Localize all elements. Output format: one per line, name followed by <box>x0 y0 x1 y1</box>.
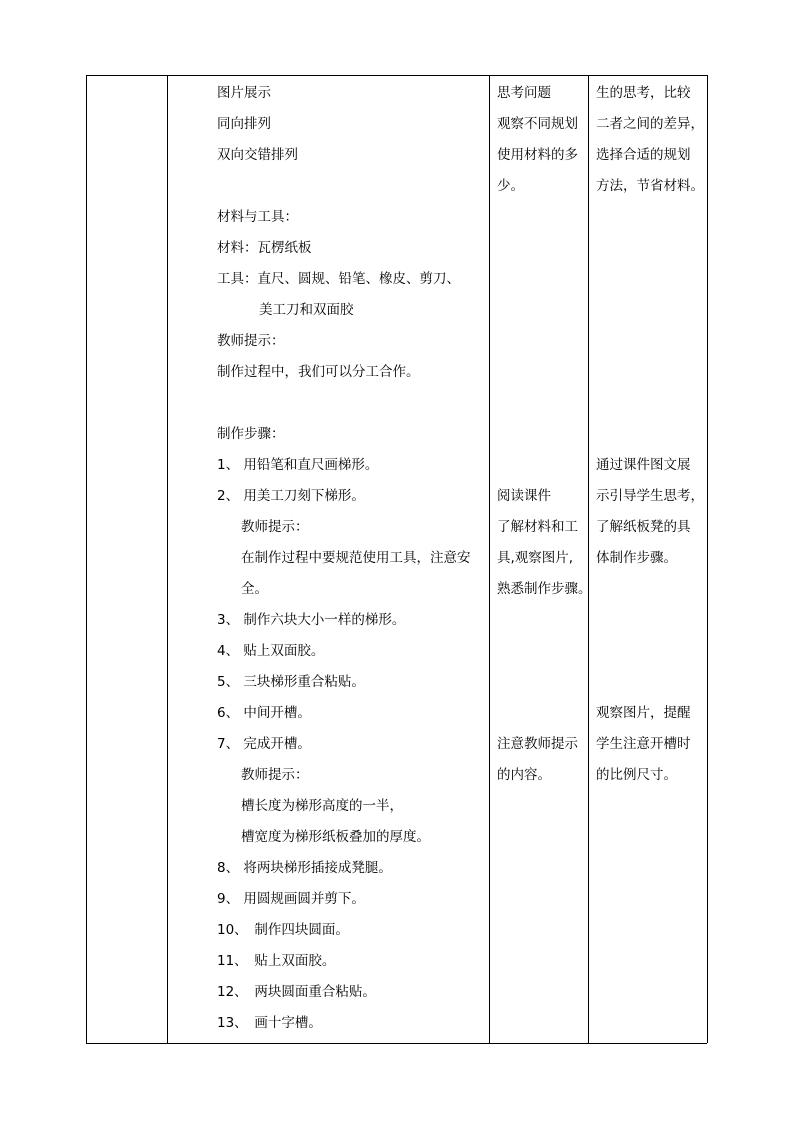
content-line: 5、 三块梯形重合粘贴。 <box>217 674 365 690</box>
content-line: 12、 两块圆面重合粘贴。 <box>217 984 376 1000</box>
content-line: 制作过程中，我们可以分工合作。 <box>217 364 420 380</box>
content-line: 在制作过程中要规范使用工具，注意安 <box>241 550 471 566</box>
content-line: 槽宽度为梯形纸板叠加的厚度。 <box>241 829 430 845</box>
content-line: 3、 制作六块大小一样的梯形。 <box>217 612 406 628</box>
content-line: 双向交错排列 <box>217 147 298 163</box>
content-line: 材料：瓦楞纸板 <box>217 240 312 256</box>
table-right-border <box>707 75 708 1043</box>
content-line: 教师提示： <box>241 767 309 783</box>
design-intent-line: 学生注意开槽时 <box>596 736 691 752</box>
student-activity-line: 观察不同规划 <box>497 116 578 132</box>
design-intent-line: 选择合适的规划 <box>596 147 691 163</box>
design-intent-line: 观察图片，提醒 <box>596 705 691 721</box>
table-top-border <box>86 75 707 76</box>
student-activity-line: 了解材料和工 <box>497 519 578 535</box>
content-line: 材料与工具： <box>217 209 298 225</box>
content-line: 槽长度为梯形高度的一半， <box>241 798 403 814</box>
student-activity-line: 使用材料的多 <box>497 147 578 163</box>
content-line: 全。 <box>241 581 268 597</box>
content-line: 工具：直尺、圆规、铅笔、橡皮、剪刀、 <box>217 271 460 287</box>
design-intent-line: 生的思考，比较 <box>596 85 691 101</box>
content-line: 图片展示 <box>217 85 271 101</box>
design-intent-line: 方法，节省材料。 <box>596 178 704 194</box>
column-divider <box>489 75 490 1043</box>
content-line: 美工刀和双面胶 <box>259 302 354 318</box>
design-intent-line: 体制作步骤。 <box>596 550 677 566</box>
student-activity-line: 注意教师提示 <box>497 736 578 752</box>
content-line: 6、 中间开槽。 <box>217 705 311 721</box>
content-line: 7、 完成开槽。 <box>217 736 311 752</box>
content-line: 9、 用圆规画圆并剪下。 <box>217 891 365 907</box>
column-divider <box>167 75 168 1043</box>
design-intent-line: 通过课件图文展 <box>596 457 691 473</box>
design-intent-line: 示引导学生思考， <box>596 488 704 504</box>
content-line: 11、 贴上双面胶。 <box>217 953 336 969</box>
content-line: 教师提示： <box>217 333 285 349</box>
table-left-border <box>86 75 87 1043</box>
content-line: 1、 用铅笔和直尺画梯形。 <box>217 457 379 473</box>
student-activity-line: 熟悉制作步骤。 <box>497 581 592 597</box>
student-activity-line: 具,观察图片, <box>497 550 574 566</box>
content-line: 同向排列 <box>217 116 271 132</box>
content-line: 制作步骤： <box>217 426 285 442</box>
student-activity-line: 阅读课件 <box>497 488 551 504</box>
design-intent-line: 二者之间的差异， <box>596 116 704 132</box>
design-intent-line: 的比例尺寸。 <box>596 767 677 783</box>
content-line: 13、 画十字槽。 <box>217 1015 322 1031</box>
student-activity-line: 少。 <box>497 178 524 194</box>
content-line: 8、 将两块梯形插接成凳腿。 <box>217 860 392 876</box>
content-line: 2、 用美工刀刻下梯形。 <box>217 488 365 504</box>
table-bottom-border <box>86 1043 707 1044</box>
design-intent-line: 了解纸板凳的具 <box>596 519 691 535</box>
column-divider <box>588 75 589 1043</box>
content-line: 10、 制作四块圆面。 <box>217 922 349 938</box>
content-line: 教师提示： <box>241 519 309 535</box>
student-activity-line: 的内容。 <box>497 767 551 783</box>
content-line: 4、 贴上双面胶。 <box>217 643 325 659</box>
student-activity-line: 思考问题 <box>497 85 551 101</box>
